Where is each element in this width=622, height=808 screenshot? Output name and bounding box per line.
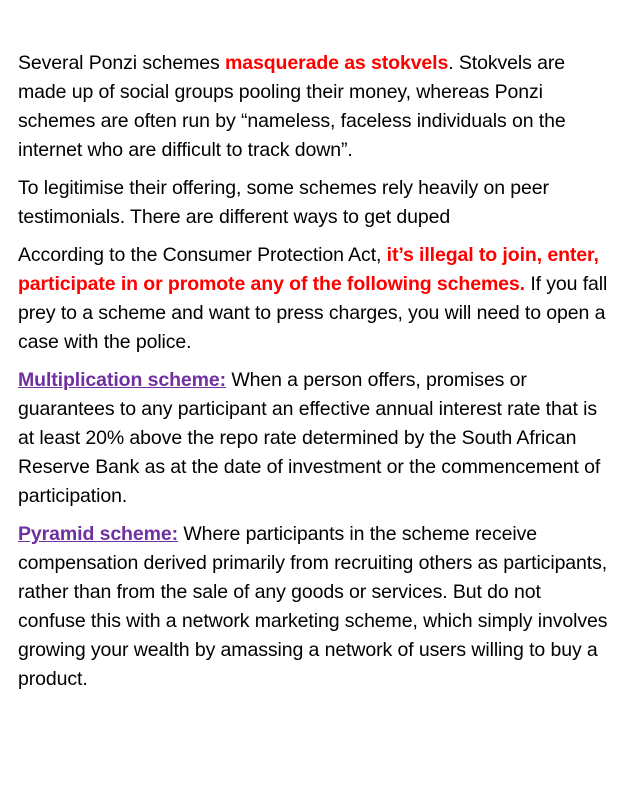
paragraph-pyramid-scheme <box>18 520 608 694</box>
paragraph-stokvels-intro: Several Ponzi schemes <box>18 52 225 74</box>
heading-pyramid-scheme: Pyramid scheme: <box>18 523 178 545</box>
highlight-illegal: it’s illegal to join, enter, participate in or promote any of the following schemes. <box>18 244 599 295</box>
pyramid-scheme-definition: Where participants in the scheme receive compensation derived primarily from recruiting others as participants, rather than from the sale of any goods or services. But do not confuse this with a network marketing scheme, which simply involves growing your wealth by amassing a network of users willing to buy a product. <box>18 523 608 690</box>
paragraph-testimonials-text: To legitimise their offering, some schemes rely heavily on peer testimonials. There are different ways to get duped <box>18 177 549 228</box>
paragraph-stokvels-rest: . Stokvels are made up of social groups pooling their money, whereas Ponzi schemes are often run by “nameless, faceless individuals on the internet who are difficult to track down”. <box>18 52 566 161</box>
heading-multiplication-scheme: Multiplication scheme: <box>18 369 226 391</box>
paragraph-testimonials <box>18 174 608 232</box>
highlight-masquerade: masquerade as stokvels <box>224 52 449 74</box>
paragraph-consumer-protection-rest: If you fall prey to a scheme and want to press charges, you will need to open a case with the police. <box>18 273 608 353</box>
paragraph-stokvels <box>18 49 608 165</box>
paragraph-consumer-protection <box>18 241 608 357</box>
multiplication-scheme-definition: When a person offers, promises or guarantees to any participant an effective annual interest rate that is at least 20% above the repo rate determined by the South African Reserve Bank as at the date of investment or the commencement of participation. <box>18 369 601 507</box>
paragraph-multiplication-scheme <box>18 366 608 511</box>
document-body <box>18 49 608 703</box>
paragraph-consumer-protection-intro: According to the Consumer Protection Act, <box>18 244 387 266</box>
